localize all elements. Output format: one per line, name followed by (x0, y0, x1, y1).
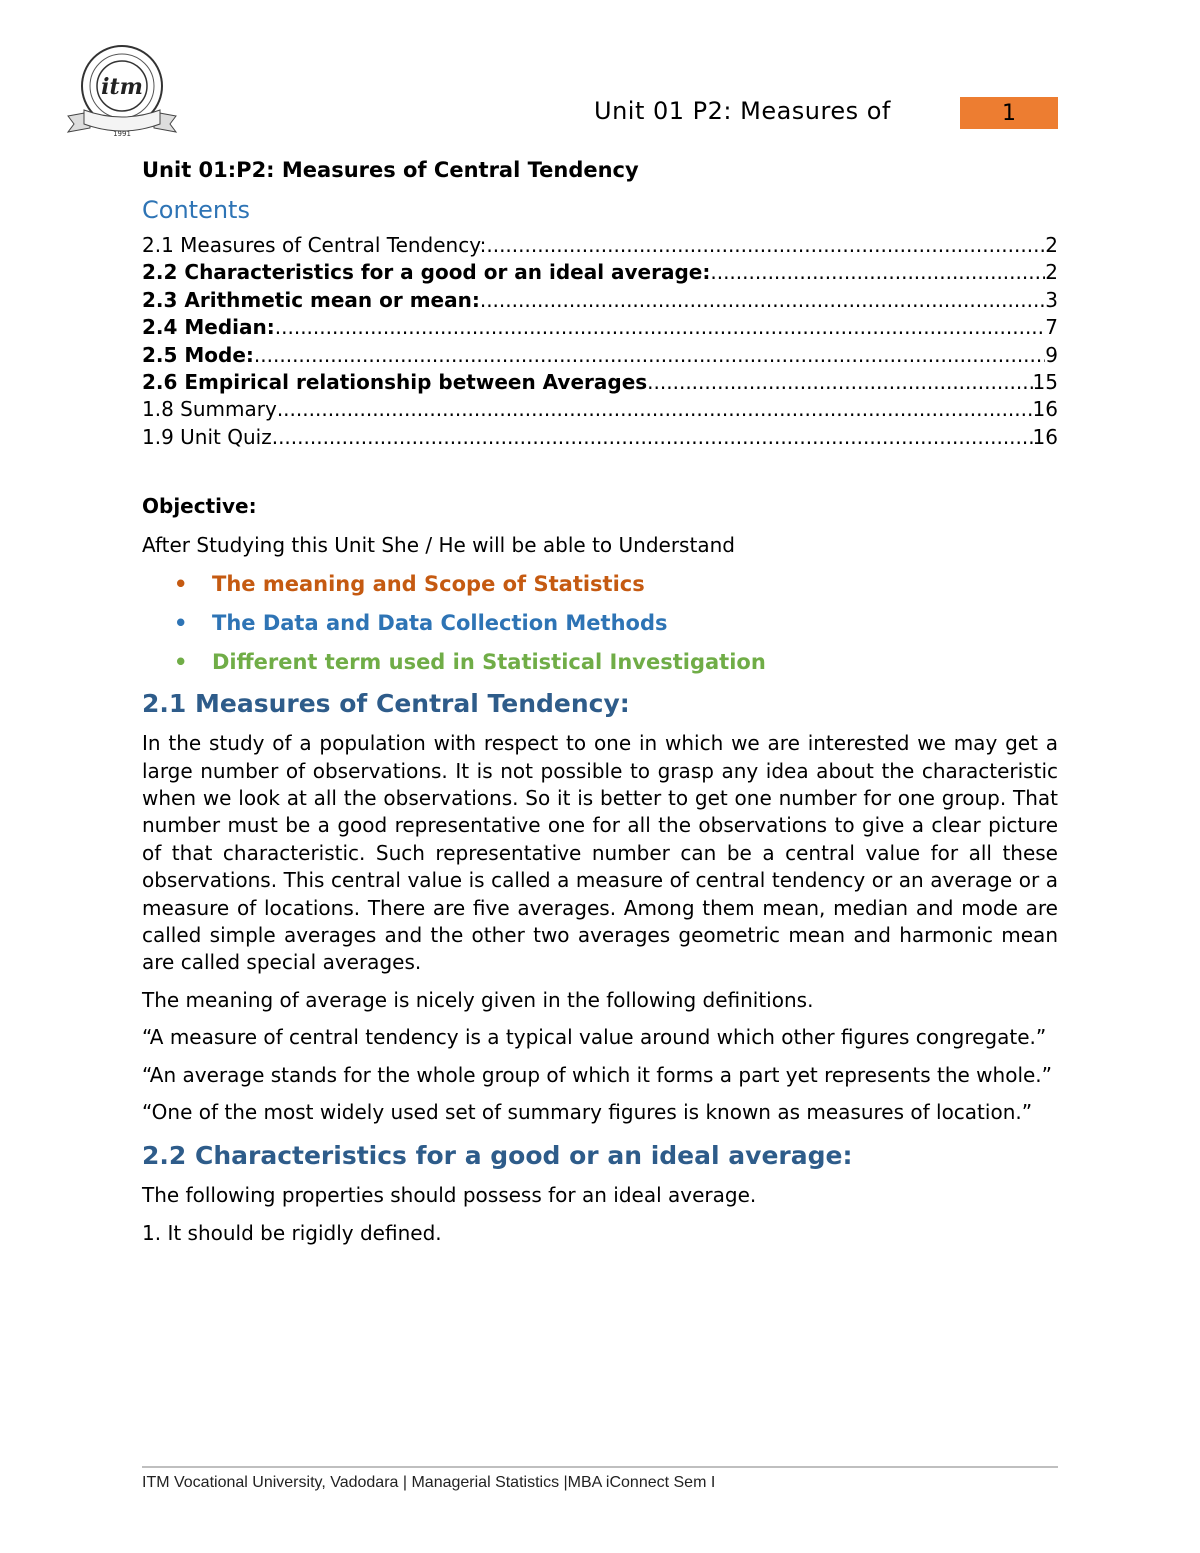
objective-list (142, 565, 1058, 682)
toc-entry[interactable] (142, 314, 1058, 341)
running-header-title: Unit 01 P2: Measures of (594, 97, 891, 125)
definitions-intro: The meaning of average is nicely given in the following definitions. (142, 987, 814, 1012)
toc-entry-page: 3 (1045, 287, 1058, 312)
objective-intro: After Studying this Unit She / He will be able to Understand (142, 533, 735, 558)
objective-item: • The meaning and Scope of Statistics (142, 565, 1058, 604)
section-2-2-intro: The following properties should possess for an ideal average. (142, 1183, 757, 1208)
toc-entry-title: 2.6 Empirical relationship between Averages (142, 369, 648, 394)
definition-quote: “An average stands for the whole group of which it forms a part yet represents the whole.” (142, 1062, 1053, 1087)
toc-entry[interactable] (142, 369, 1058, 396)
toc-entry[interactable] (142, 259, 1058, 286)
toc-entry-title: 2.4 Median: (142, 315, 275, 340)
toc-entry[interactable] (142, 287, 1058, 314)
definition-quote: “One of the most widely used set of summary figures is known as measures of location.” (142, 1100, 1033, 1124)
toc-entry[interactable] (142, 424, 1058, 451)
toc-entry-title: 1.9 Unit Quiz (142, 424, 272, 449)
toc-entry-title: 2.3 Arithmetic mean or mean: (142, 287, 480, 312)
logo-year: 1991 (113, 130, 131, 138)
logo-text: itm (101, 74, 143, 100)
page-footer: ITM Vocational University, Vadodara | Managerial Statistics |MBA iConnect Sem I (142, 1474, 716, 1491)
objective-item: • Different term used in Statistical Investigation (142, 643, 1058, 682)
section-2-1-body: In the study of a population with respect to one in which we are interested we may get a large number of observations. It is not possible to grasp any idea about the characteristic when we look at all the observations. So it is better to get one number for one group. That number must be a good representative one for all the observations to give a clear picture of that characteristic. Such representative number can be a central value for all these observations. This central value is called a measure of central tendency or an average or a measure of locations. There are five averages. Among them mean, median and mode are called simple averages and the other two averages geometric mean and harmonic mean are called special averages. (142, 731, 1058, 975)
property-item: 1. It should be rigidly defined. (142, 1220, 442, 1245)
bullet-icon: • (174, 611, 188, 636)
definition-quote: “A measure of central tendency is a typical value around which other figures congregate.” (142, 1025, 1047, 1050)
itm-logo (60, 44, 184, 142)
toc-entry-page: 15 (1032, 369, 1058, 394)
toc-entry-title: 1.8 Summary (142, 397, 277, 422)
document-title: Unit 01:P2: Measures of Central Tendency (142, 158, 639, 182)
toc-entry-title: 2.1 Measures of Central Tendency: (142, 233, 487, 257)
bullet-icon: • (174, 572, 188, 597)
toc-entry-page: 9 (1045, 342, 1058, 367)
toc-entry[interactable] (142, 232, 1058, 259)
toc-entry-page: 7 (1045, 315, 1058, 340)
section-heading-2-2: 2.2 Characteristics for a good or an ideal average: (142, 1141, 853, 1171)
toc-entry-page: 16 (1032, 397, 1058, 422)
toc-entry[interactable] (142, 396, 1058, 423)
bullet-icon: • (174, 650, 188, 675)
contents-heading: Contents (142, 196, 250, 224)
table-of-contents (142, 232, 1058, 451)
toc-entry[interactable] (142, 342, 1058, 369)
page-number: 1 (1002, 100, 1016, 126)
footer-divider (142, 1466, 1058, 1468)
page-content (142, 152, 1058, 1247)
objective-item: • The Data and Data Collection Methods (142, 604, 1058, 643)
page-number-box (960, 97, 1058, 129)
toc-entry-page: 2 (1045, 260, 1058, 285)
toc-entry-title: 2.5 Mode: (142, 342, 254, 367)
toc-entry-title: 2.2 Characteristics for a good or an ideal average: (142, 260, 711, 285)
section-heading-2-1: 2.1 Measures of Central Tendency: (142, 689, 630, 719)
toc-entry-page: 2 (1045, 233, 1058, 257)
objective-label: Objective: (142, 494, 257, 519)
toc-entry-page: 16 (1032, 424, 1058, 449)
